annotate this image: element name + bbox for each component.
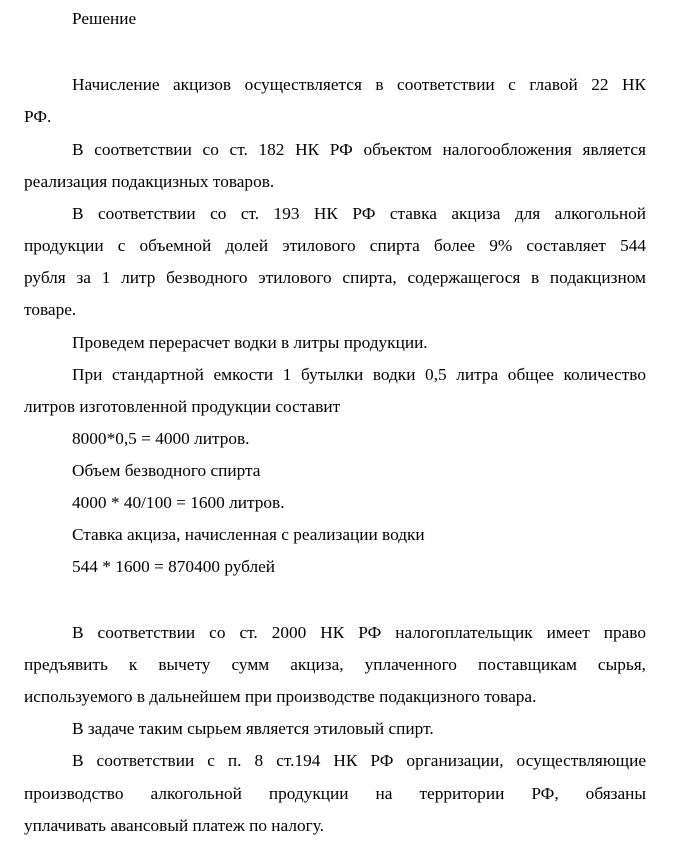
paragraph-line: уплачивать авансовый платеж по налогу. [24,816,324,835]
paragraph-line: используемого в дальнейшем при производстве подакцизного товара. [24,687,537,706]
paragraph-line: продукции с объемной долей этилового спирта более 9% составляет 544 [24,236,646,255]
paragraph-line: Объем безводного спирта [72,461,261,480]
paragraph-line: Начисление акцизов осуществляется в соответствии с главой 22 НК [72,75,646,94]
paragraph-line: В соответствии со ст. 2000 НК РФ налогоплательщик имеет право [72,623,646,642]
paragraph-line: реализация подакцизных товаров. [24,172,275,191]
paragraph-line: В соответствии с п. 8 ст.194 НК РФ организации, осуществляющие [72,751,646,770]
paragraph-line: производство алкогольной продукции на территории РФ, обязаны [24,784,646,803]
paragraph-line: РФ. [24,107,52,126]
paragraph-line: В задаче таким сырьем является этиловый спирт. [72,719,434,738]
paragraph-line: товаре. [24,300,77,319]
document-heading: Решение [72,9,137,28]
paragraph-line: В соответствии со ст. 182 НК РФ объектом налогообложения является [72,140,646,159]
paragraph-line: литров изготовленной продукции составит [24,397,341,416]
calculation-line: 4000 * 40/100 = 1600 литров. [72,493,285,512]
paragraph-line: рубля за 1 литр безводного этилового спирта, содержащегося в подакцизном [24,268,646,287]
paragraph-line: предъявить к вычету сумм акциза, уплаченного поставщикам сырья, [24,655,646,674]
paragraph-line: В соответствии со ст. 193 НК РФ ставка акциза для алкогольной [72,204,646,223]
paragraph-line: Проведем перерасчет водки в литры продукции. [72,333,428,352]
paragraph-line: При стандартной емкости 1 бутылки водки 0,5 литра общее количество [72,365,646,384]
calculation-line: 544 * 1600 = 870400 рублей [72,557,276,576]
paragraph-line: Ставка акциза, начисленная с реализации водки [72,525,425,544]
calculation-line: 8000*0,5 = 4000 литров. [72,429,250,448]
